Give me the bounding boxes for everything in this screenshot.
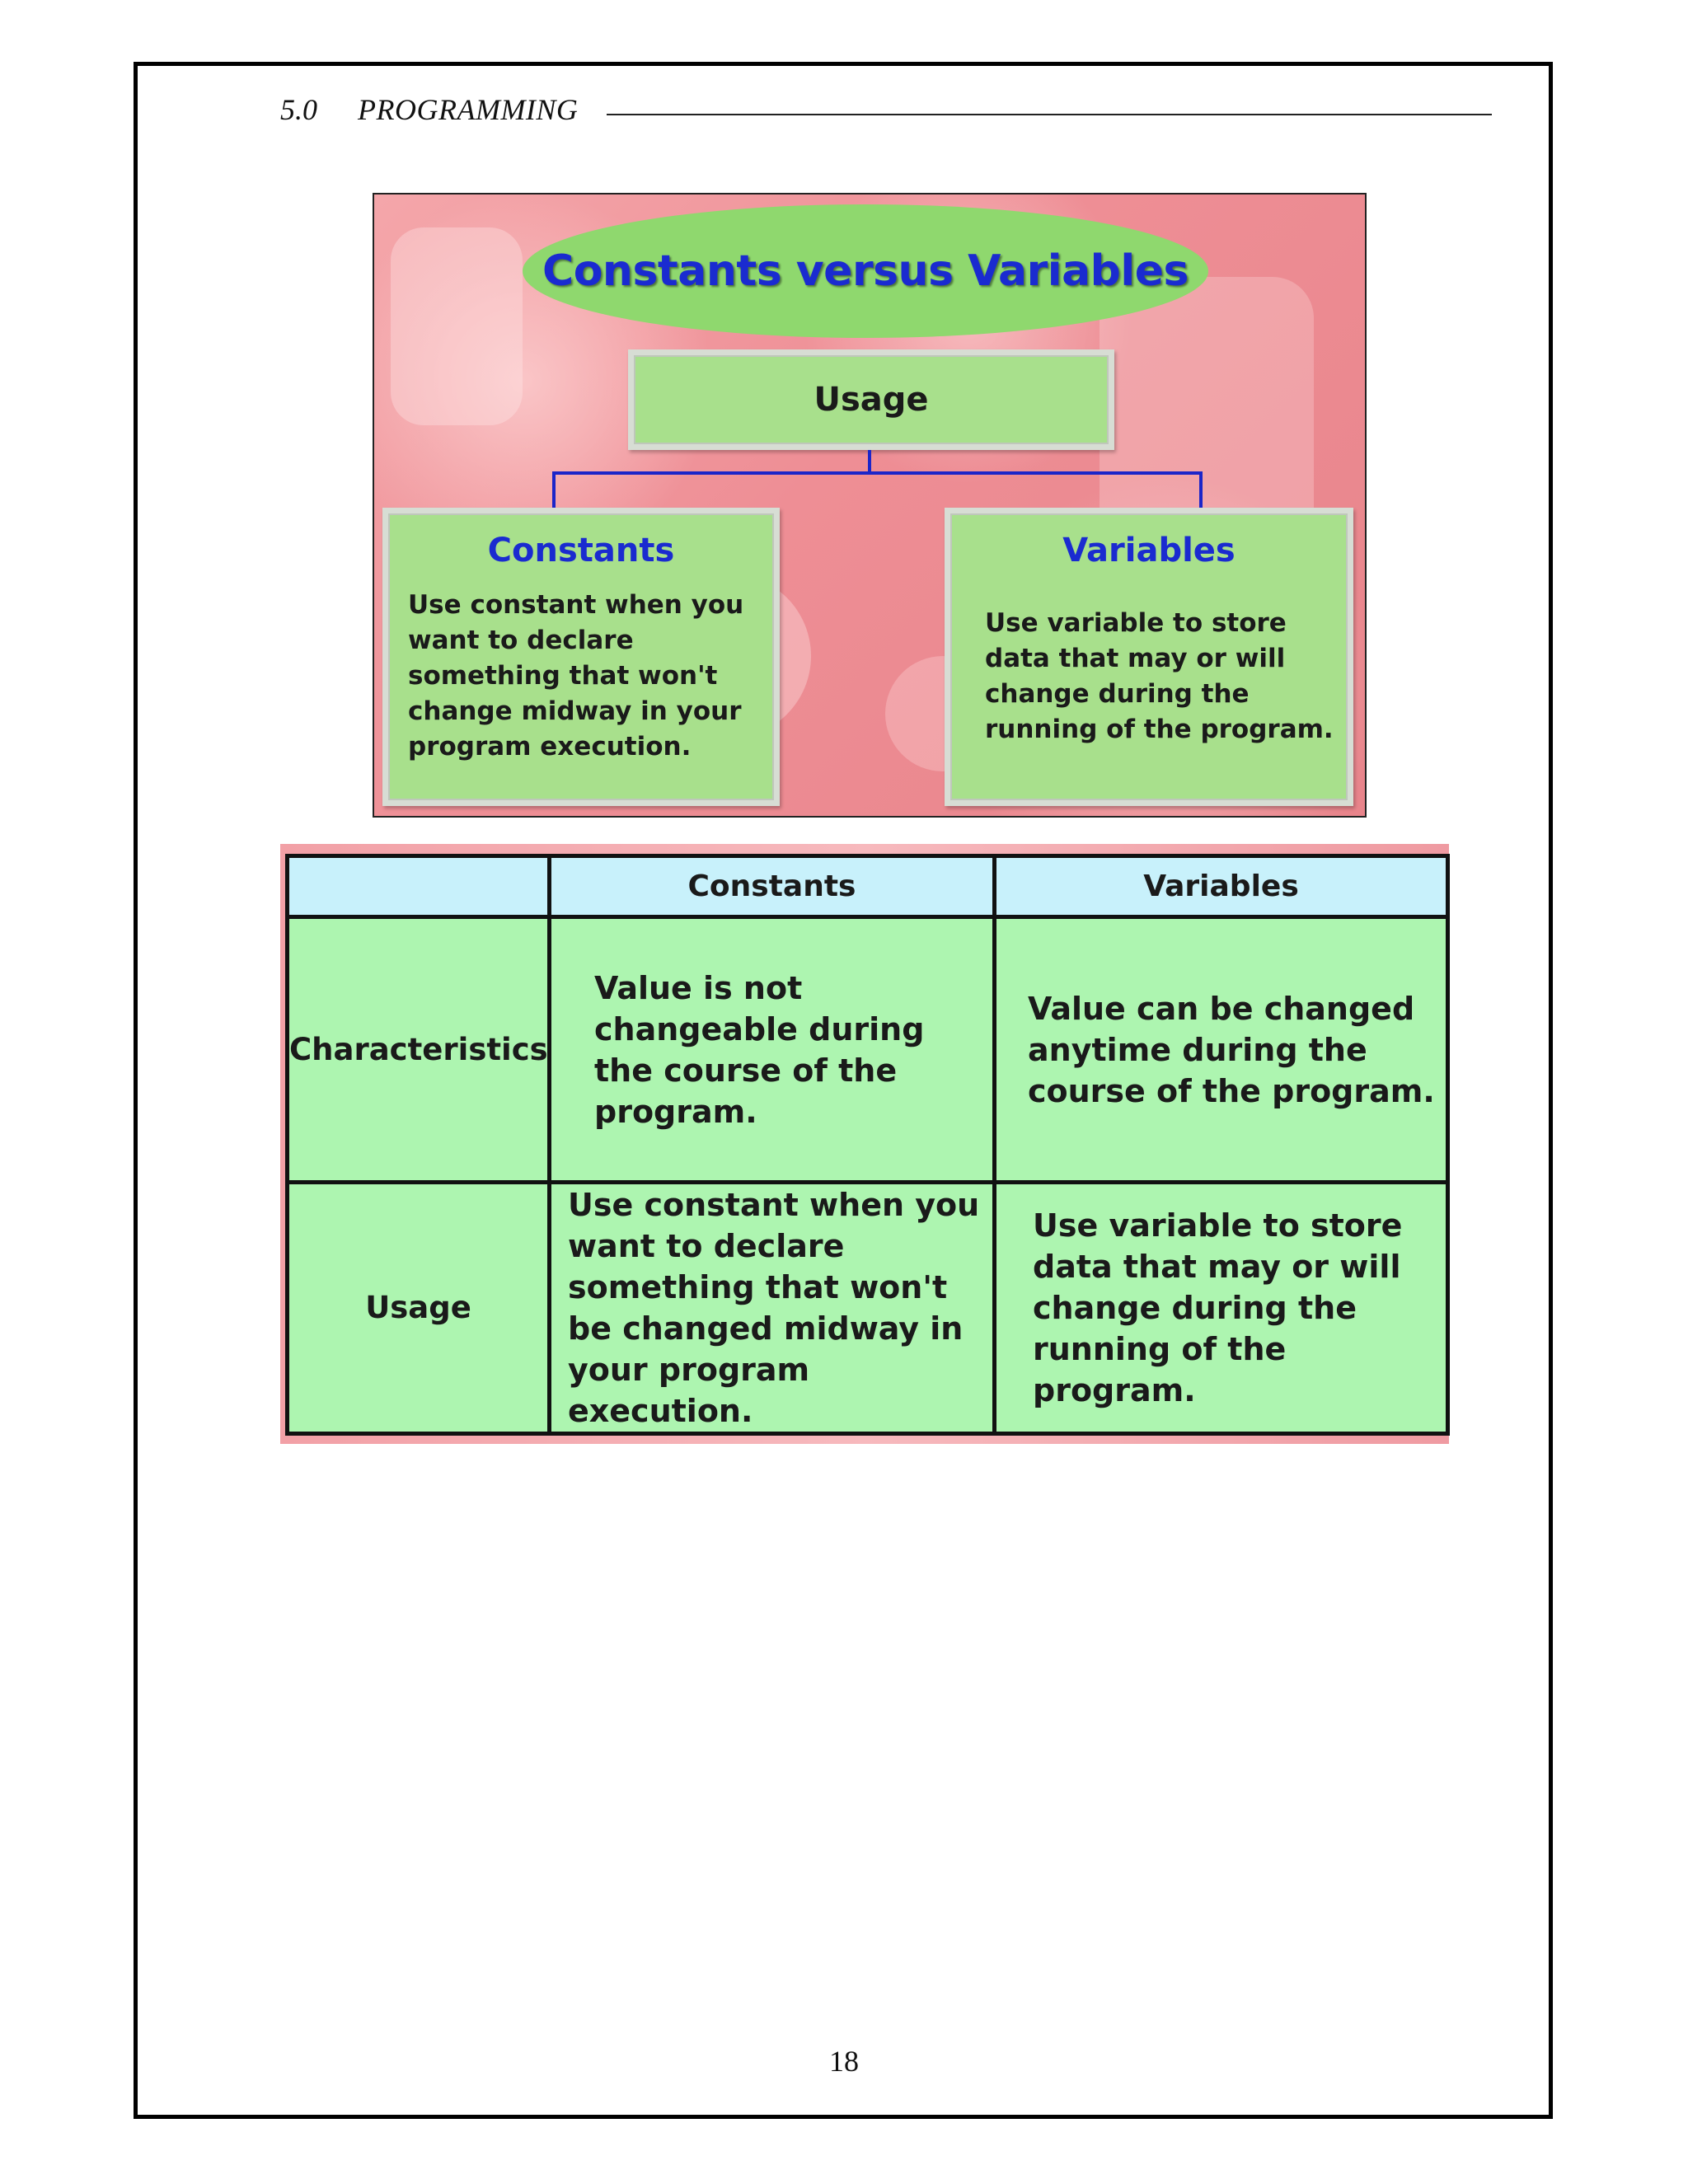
slide-figure [373, 193, 1367, 818]
table-header-row [288, 856, 1448, 917]
row-label: Characteristics [288, 917, 550, 1183]
connector-line [868, 450, 871, 473]
constants-box [382, 508, 780, 806]
row-label: Usage [288, 1183, 550, 1434]
variables-heading: Variables [1062, 532, 1236, 569]
chapter-number: 5.0 [280, 93, 317, 126]
connector-line [1199, 471, 1203, 511]
table-cell: Value can be changed anytime during the course of the program. [995, 917, 1448, 1183]
comparison-table [285, 854, 1450, 1436]
comparison-table-figure [280, 844, 1449, 1444]
constants-heading: Constants [487, 532, 675, 569]
usage-root-box [628, 349, 1114, 450]
connector-line [552, 471, 1203, 475]
header-rule [607, 114, 1492, 115]
table-row [288, 1183, 1448, 1434]
table-cell: Use constant when you want to declare something that won't be changed midway in your program execution. [550, 1183, 995, 1434]
table-header-cell [288, 856, 550, 917]
background-decoration [391, 227, 523, 425]
chapter-title: PROGRAMMING [358, 93, 579, 126]
table-cell: Use variable to store data that may or will change during the running of the program. [995, 1183, 1448, 1434]
slide-title: Constants versus Variables [542, 246, 1189, 296]
variables-text: Use variable to store data that may or will change during the running of the program. [985, 608, 1334, 744]
running-header [280, 92, 1492, 134]
variables-box [945, 508, 1353, 806]
connector-line [552, 471, 556, 511]
constants-text: Use constant when you want to declare something that won't change midway in your program execution. [408, 590, 744, 762]
table-header-cell: Constants [550, 856, 995, 917]
table-row [288, 917, 1448, 1183]
page-number: 18 [829, 2045, 859, 2078]
usage-root-label: Usage [814, 381, 929, 419]
table-header-cell: Variables [995, 856, 1448, 917]
table-cell: Value is not changeable during the course of the program. [550, 917, 995, 1183]
slide-title-ellipse [523, 204, 1208, 338]
